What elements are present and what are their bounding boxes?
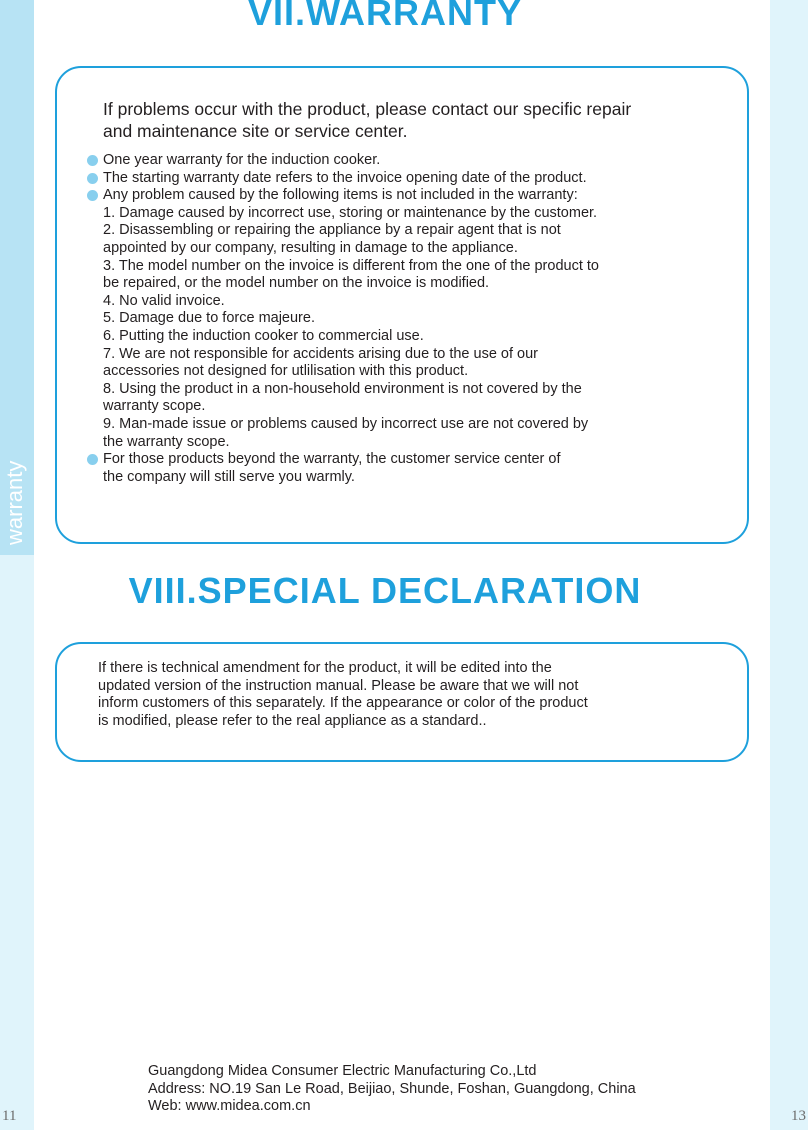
declaration-line: If there is technical amendment for the product, it will be edited into the xyxy=(98,660,552,676)
warranty-line-text: the company will still serve you warmly. xyxy=(103,468,355,485)
warranty-line xyxy=(103,310,703,328)
warranty-line-text: Any problem caused by the following items is not included in the warranty: xyxy=(103,187,578,204)
intro-line: and maintenance site or service center. xyxy=(103,121,408,141)
warranty-line xyxy=(103,469,703,487)
warranty-line-text: 9. Man-made issue or problems caused by incorrect use are not covered by xyxy=(103,415,589,432)
warranty-line xyxy=(103,398,703,416)
warranty-line xyxy=(103,434,703,452)
warranty-line-text: 7. We are not responsible for accidents arising due to the use of our xyxy=(103,345,538,362)
company-web: Web: www.midea.com.cn xyxy=(148,1098,311,1114)
bullet-dot-icon xyxy=(87,190,98,201)
warranty-heading: VII.WARRANTY xyxy=(247,0,522,33)
company-name: Guangdong Midea Consumer Electric Manufacturing Co.,Ltd xyxy=(148,1063,537,1079)
warranty-line-text: accessories not designed for utlilisation with this product. xyxy=(103,363,469,380)
warranty-line-text: 6. Putting the induction cooker to commercial use. xyxy=(103,327,424,344)
warranty-line-text: One year warranty for the induction cooker. xyxy=(103,152,381,168)
warranty-line xyxy=(103,363,703,381)
warranty-line xyxy=(103,205,703,223)
warranty-line xyxy=(103,381,703,399)
bullet-dot-icon xyxy=(87,454,98,465)
declaration-heading: VIII.SPECIAL DECLARATION xyxy=(128,570,642,611)
bullet-dot-icon xyxy=(87,173,98,184)
warranty-line xyxy=(103,240,703,258)
warranty-line xyxy=(103,328,703,346)
warranty-line xyxy=(103,451,703,469)
warranty-intro xyxy=(103,98,703,142)
declaration-line: is modified, please refer to the real appliance as a standard.. xyxy=(98,712,487,729)
warranty-line xyxy=(103,275,703,293)
warranty-line xyxy=(103,187,703,205)
warranty-list xyxy=(103,152,703,486)
warranty-line xyxy=(103,152,703,170)
warranty-line xyxy=(103,293,703,311)
declaration-line: updated version of the instruction manual. Please be aware that we will not xyxy=(98,677,579,694)
warranty-line-text: warranty scope. xyxy=(103,398,206,415)
page-number-right: 13 xyxy=(791,1108,806,1124)
warranty-line xyxy=(103,416,703,434)
warranty-box xyxy=(55,66,749,544)
warranty-line-text: 2. Disassembling or repairing the appliance by a repair agent that is not xyxy=(103,222,561,239)
right-margin-strip xyxy=(770,0,808,1130)
warranty-line-text: be repaired, or the model number on the invoice is modified. xyxy=(103,275,490,292)
warranty-line xyxy=(103,258,703,276)
warranty-line-text: 8. Using the product in a non-household environment is not covered by the xyxy=(103,380,582,397)
warranty-line-text: 5. Damage due to force majeure. xyxy=(103,310,315,327)
warranty-line-text: appointed by our company, resulting in damage to the appliance. xyxy=(103,239,518,256)
warranty-line xyxy=(103,222,703,240)
side-tab-label: warranty xyxy=(2,460,27,545)
warranty-line-text: The starting warranty date refers to the invoice opening date of the product. xyxy=(103,169,587,186)
footer xyxy=(148,1063,636,1116)
warranty-line xyxy=(103,346,703,364)
declaration-box xyxy=(55,642,749,762)
warranty-line xyxy=(103,170,703,188)
warranty-line-text: 4. No valid invoice. xyxy=(103,292,225,309)
warranty-line-text: 1. Damage caused by incorrect use, storing or maintenance by the customer. xyxy=(103,204,598,221)
warranty-line-text: 3. The model number on the invoice is different from the one of the product to xyxy=(103,257,599,274)
page-number-left: 11 xyxy=(2,1108,17,1124)
bullet-dot-icon xyxy=(87,155,98,166)
warranty-line-text: the warranty scope. xyxy=(103,433,230,450)
declaration-text xyxy=(98,660,688,730)
warranty-line-text: For those products beyond the warranty, the customer service center of xyxy=(103,451,561,468)
declaration-line: inform customers of this separately. If the appearance or color of the product xyxy=(98,695,588,711)
intro-line: If problems occur with the product, please contact our specific repair xyxy=(103,99,632,119)
company-address: Address: NO.19 San Le Road, Beijiao, Shunde, Foshan, Guangdong, China xyxy=(148,1080,636,1097)
